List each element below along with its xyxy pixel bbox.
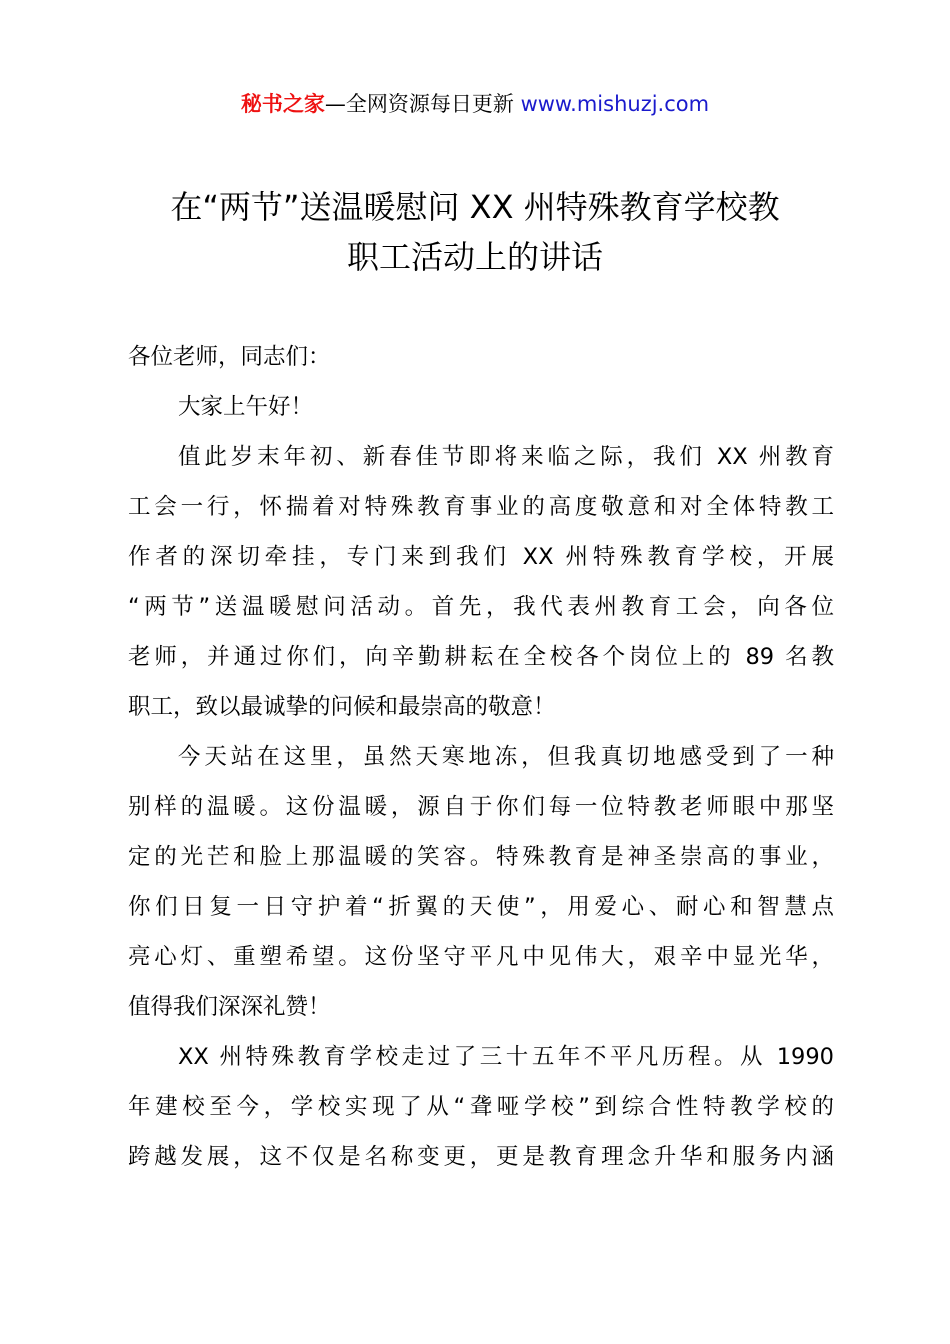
body-line: 值得我们深深礼赞！ [128, 994, 331, 1020]
body-line: 值此岁末年初、新春佳节即将来临之际，我们 XX 州教育 [178, 444, 834, 470]
body-line: 别样的温暖。这份温暖，源自于你们每一位特教老师眼中那坚 [128, 794, 834, 820]
document-body [128, 332, 834, 1182]
body-line: 定的光芒和脸上那温暖的笑容。特殊教育是神圣崇高的事业， [128, 844, 834, 870]
body-line: 年建校至今，学校实现了从“聋哑学校”到综合性特教学校的 [128, 1094, 834, 1120]
body-line: “两节”送温暖慰问活动。首先，我代表州教育工会，向各位 [128, 594, 834, 620]
body-line: XX 州特殊教育学校走过了三十五年不平凡历程。从 1990 [178, 1044, 834, 1070]
body-line: 你们日复一日守护着“折翼的天使”，用爱心、耐心和智慧点 [128, 894, 834, 920]
greeting: 大家上午好！ [178, 394, 314, 420]
salutation: 各位老师，同志们： [128, 344, 331, 370]
header-tagline: —全网资源每日更新 [324, 92, 514, 116]
site-header [0, 88, 950, 120]
body-line: 职工，致以最诚挚的问候和最崇高的敬意！ [128, 694, 556, 720]
body-line: 今天站在这里，虽然天寒地冻，但我真切地感受到了一种 [178, 744, 834, 770]
title-line: 在“两节”送温暖慰问 XX 州特殊教育学校教 [170, 188, 780, 226]
title-line: 职工活动上的讲话 [346, 238, 603, 276]
brand-name: 秘书之家 [240, 92, 325, 116]
body-line: 工会一行，怀揣着对特殊教育事业的高度敬意和对全体特教工 [128, 494, 834, 520]
body-line: 跨越发展，这不仅是名称变更，更是教育理念升华和服务内涵 [128, 1144, 834, 1170]
body-line: 亮心灯、重塑希望。这份坚守平凡中见伟大，艰辛中显光华， [128, 944, 834, 970]
body-line: 作者的深切牵挂，专门来到我们 XX 州特殊教育学校，开展 [128, 544, 834, 570]
document-title [100, 182, 850, 282]
body-line: 老师，并通过你们，向辛勤耕耘在全校各个岗位上的 89 名教 [128, 644, 834, 670]
site-url-link[interactable]: www.mishuzj.com [520, 92, 710, 116]
